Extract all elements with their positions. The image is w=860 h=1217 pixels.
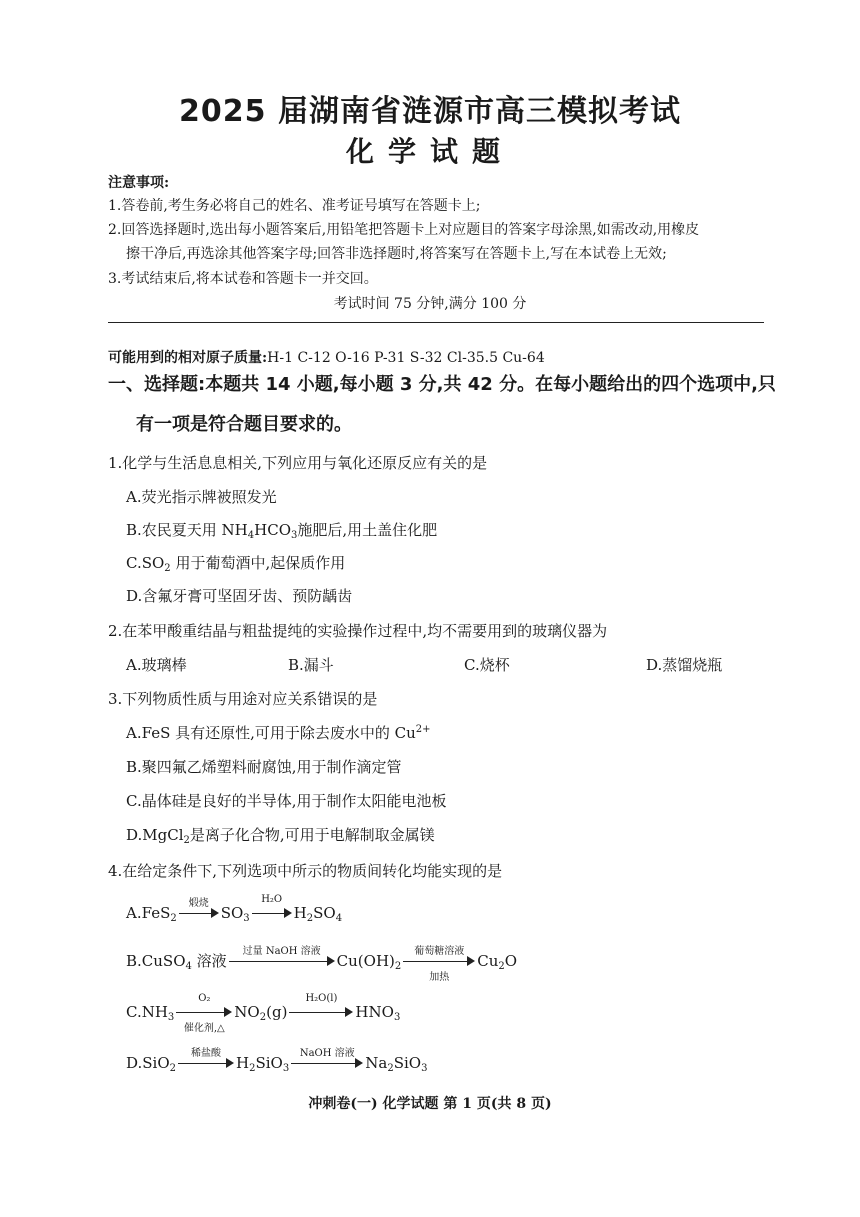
atomic-masses	[108, 347, 545, 367]
option-a: A.FeS 具有还原性,可用于除去废水中的 $Cu^{2+}$	[126, 724, 431, 742]
question-stem: 1.化学与生活息息相关,下列应用与氧化还原反应有关的是	[108, 454, 488, 472]
notice-item: 3.考试结束后,将本试卷和答题卡一并交回。	[108, 271, 378, 287]
option-a: A.FeS$_2$ 煅烧 $SO_3$ H₂O $H_2SO_4$	[126, 894, 343, 924]
reaction-arrow: 煅烧	[179, 907, 219, 921]
option-b: B.聚四氟乙烯塑料耐腐蚀,用于制作滴定管	[126, 758, 402, 776]
atomic-masses-values: H-1 C-12 O-16 P-31 S-32 Cl-35.5 Cu-64	[267, 350, 545, 366]
question-stem: 3.下列物质性质与用途对应关系错误的是	[108, 690, 378, 708]
option-c: $C.SO_2$ 用于葡萄酒中,起保质作用	[126, 554, 346, 574]
divider	[108, 322, 764, 323]
option-a: A.玻璃棒	[126, 656, 187, 674]
notice-item: 1.答卷前,考生务必将自己的姓名、准考证号填写在答题卡上;	[108, 198, 481, 214]
option-d: D.含氟牙膏可坚固牙齿、预防龋齿	[126, 587, 353, 605]
exam-title: 2025 届湖南省涟源市高三模拟考试	[179, 94, 681, 129]
reaction-arrow: 稀盐酸	[178, 1057, 234, 1071]
subject-title: 化学试题	[345, 135, 514, 168]
page-footer: 冲刺卷(一) 化学试题 第 1 页(共 8 页)	[308, 1096, 552, 1112]
reaction-arrow: 过量 NaOH 溶液	[229, 955, 335, 969]
option-b: B.漏斗	[288, 656, 334, 674]
notice-item: 擦干净后,再选涂其他答案字母;回答非选择题时,将答案写在答题卡上,写在本试卷上无效;	[126, 246, 667, 262]
notice-heading: 注意事项:	[108, 175, 170, 191]
option-c: C.晶体硅是良好的半导体,用于制作太阳能电池板	[126, 792, 447, 810]
option-b: B.农民夏天用 $NH_4HCO_3$施肥后,用土盖住化肥	[126, 521, 438, 541]
reaction-arrow: O₂ 催化剂,△	[176, 1006, 232, 1020]
option-c: $C.NH_3$ O₂ 催化剂,△ $NO_2(g)$ H₂O(l) $HNO_3$	[126, 993, 401, 1034]
reaction-arrow: NaOH 溶液	[291, 1057, 363, 1071]
option-c: C.烧杯	[464, 656, 510, 674]
section-heading-cont: 有一项是符合题目要求的。	[136, 414, 352, 435]
option-d: D.SiO$_2$ 稀盐酸 $H_2SiO_3$ NaOH 溶液 $Na_2SiO_3$	[126, 1048, 428, 1074]
reaction-arrow: H₂O(l)	[289, 1006, 353, 1020]
option-d: D.MgCl$_2$是离子化合物,可用于电解制取金属镁	[126, 826, 435, 846]
reaction-arrow: 葡萄糖溶液 加热	[403, 955, 475, 969]
section-heading: 一、选择题:本题共 14 小题,每小题 3 分,共 42 分。在每小题给出的四个选项中,只	[108, 374, 776, 395]
option-a: A.荧光指示牌被照发光	[126, 488, 277, 506]
reaction-arrow: H₂O	[252, 907, 292, 921]
exam-time: 考试时间 75 分钟,满分 100 分	[333, 296, 527, 312]
question-stem: 2.在苯甲酸重结晶与粗盐提纯的实验操作过程中,均不需要用到的玻璃仪器为	[108, 622, 608, 640]
notice-item: 2.回答选择题时,选出每小题答案后,用铅笔把答题卡上对应题目的答案字母涂黑,如需改动,用橡皮	[108, 222, 700, 238]
option-d: D.蒸馏烧瓶	[646, 656, 723, 674]
option-b: B.CuSO$_4$ 溶液 过量 NaOH 溶液 $Cu(OH)_2$ 葡萄糖溶液 加热 $Cu_2O$	[126, 946, 518, 983]
atomic-masses-label: 可能用到的相对原子质量:	[108, 350, 268, 366]
question-stem: 4.在给定条件下,下列选项中所示的物质间转化均能实现的是	[108, 862, 503, 880]
